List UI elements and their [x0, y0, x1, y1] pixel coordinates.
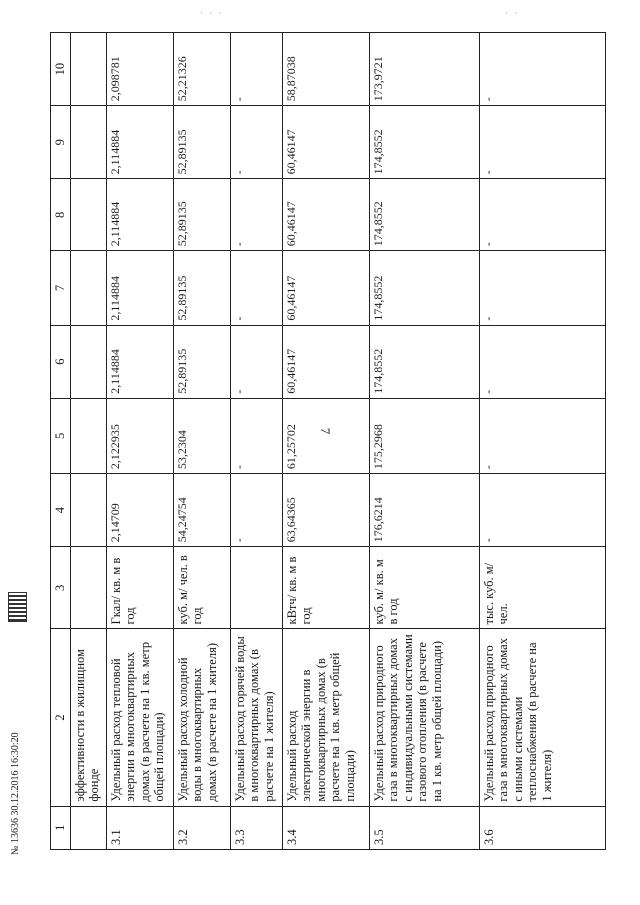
value-cell: - — [231, 251, 283, 325]
value-cell: 174,8552 — [370, 251, 480, 325]
value-cell: 174,8552 — [370, 325, 480, 398]
table-cell — [71, 33, 107, 106]
row-unit: кВтч/ кв. м в год — [283, 547, 370, 629]
value-cell: - — [231, 398, 283, 473]
value-cell: 61,25702 — [283, 398, 370, 473]
value-cell: 174,8552 — [370, 106, 480, 179]
value-cell: 173,9721 — [370, 33, 480, 106]
table-row — [174, 33, 231, 850]
value-cell: - — [480, 325, 606, 398]
row-number: 3.2 — [174, 806, 231, 849]
value-cell: 2,122935 — [107, 398, 174, 473]
value-cell: - — [231, 33, 283, 106]
row-unit: тыс. куб. м/ чел. — [480, 547, 606, 629]
row-name-continued: эффективности в жилищном фонде — [71, 629, 107, 806]
value-cell: 63,64365 — [283, 474, 370, 547]
header-cell: 1 — [51, 806, 71, 849]
header-cell: 6 — [51, 325, 71, 398]
value-cell: - — [480, 106, 606, 179]
scan-stamp: № 13636 30.12.2016 16:30:20 — [10, 732, 21, 855]
table-wrapper — [50, 32, 605, 850]
row-name: Удельный расход природного газа в многоквартирных домах с индивидуальными системами газового отопления (в расчете на 1 кв. метр общей площади) — [370, 629, 480, 806]
table-cell — [71, 179, 107, 251]
value-cell: - — [480, 179, 606, 251]
row-unit: куб. м/ кв. м в год — [370, 547, 480, 629]
row-number: 3.5 — [370, 806, 480, 849]
value-cell: 2,114884 — [107, 325, 174, 398]
header-cell: 2 — [51, 629, 71, 806]
header-cell: 3 — [51, 547, 71, 629]
row-name: Удельный расход тепловой энергии в многоквартирных домах (в расчете на 1 кв. метр общей площади) — [107, 629, 174, 806]
value-cell: - — [231, 325, 283, 398]
table-row — [370, 33, 480, 850]
table-cell — [71, 806, 107, 849]
row-name: Удельный расход природного газа в многоквартирных домах с иными системами теплоснабжения (в расчете на 1 жителя) — [480, 629, 606, 806]
row-name: Удельный расход холодной воды в многоквартирных домах (в расчете на 1 жителя) — [174, 629, 231, 806]
value-cell: - — [480, 398, 606, 473]
table-cell — [71, 325, 107, 398]
table-cell — [71, 398, 107, 473]
value-cell: 2,114884 — [107, 179, 174, 251]
header-cell: 8 — [51, 179, 71, 251]
value-cell: 52,89135 — [174, 179, 231, 251]
value-cell: - — [231, 179, 283, 251]
value-cell: 174,8552 — [370, 179, 480, 251]
header-cell: 10 — [51, 33, 71, 106]
value-cell: 52,89135 — [174, 325, 231, 398]
row-unit — [231, 547, 283, 629]
value-cell: 60,46147 — [283, 179, 370, 251]
table-cell — [71, 547, 107, 629]
header-row — [51, 33, 71, 850]
scan-dots: · · · — [200, 8, 224, 18]
value-cell: 2,114884 — [107, 106, 174, 179]
value-cell: 2,098781 — [107, 33, 174, 106]
value-cell: 52,89135 — [174, 251, 231, 325]
value-cell: - — [480, 33, 606, 106]
scanner-logo-icon — [8, 592, 27, 622]
scan-dots: · · — [505, 8, 520, 18]
row-unit: Гкал/ кв. м в год — [107, 547, 174, 629]
header-cell: 5 — [51, 398, 71, 473]
header-cell: 9 — [51, 106, 71, 179]
table-row — [283, 33, 370, 850]
row-number: 3.4 — [283, 806, 370, 849]
value-cell: 52,21326 — [174, 33, 231, 106]
header-cell: 4 — [51, 474, 71, 547]
header-cell: 7 — [51, 251, 71, 325]
value-cell: 58,87038 — [283, 33, 370, 106]
value-cell: - — [480, 251, 606, 325]
table-row — [231, 33, 283, 850]
table-row — [107, 33, 174, 850]
value-cell: 54,24754 — [174, 474, 231, 547]
value-cell: 2,14709 — [107, 474, 174, 547]
value-cell: 52,89135 — [174, 106, 231, 179]
table-cell — [71, 251, 107, 325]
row-name: Удельный расход горячей воды в многоквартирных домах (в расчете на 1 жителя) — [231, 629, 283, 806]
value-cell: 176,6214 — [370, 474, 480, 547]
table-cell — [71, 106, 107, 179]
rotated-table-container — [50, 32, 605, 850]
value-cell: - — [480, 474, 606, 547]
row-number: 3.3 — [231, 806, 283, 849]
value-cell: 2,114884 — [107, 251, 174, 325]
row-number: 3.6 — [480, 806, 606, 849]
row-name: Удельный расход электрической энергии в многоквартирных домах (в расчете на 1 кв. метр общей площади) — [283, 629, 370, 806]
value-cell: 53,2304 — [174, 398, 231, 473]
value-cell: 60,46147 — [283, 251, 370, 325]
value-cell: - — [231, 106, 283, 179]
row-unit: куб. м/ чел. в год — [174, 547, 231, 629]
table-row — [480, 33, 606, 850]
value-cell: 175,2968 — [370, 398, 480, 473]
row-number: 3.1 — [107, 806, 174, 849]
value-cell: - — [231, 474, 283, 547]
indicator-table — [50, 32, 606, 850]
value-cell: 60,46147 — [283, 325, 370, 398]
table-row — [71, 33, 107, 850]
value-cell: 60,46147 — [283, 106, 370, 179]
table-cell — [71, 474, 107, 547]
page-number: 7 — [318, 427, 333, 435]
